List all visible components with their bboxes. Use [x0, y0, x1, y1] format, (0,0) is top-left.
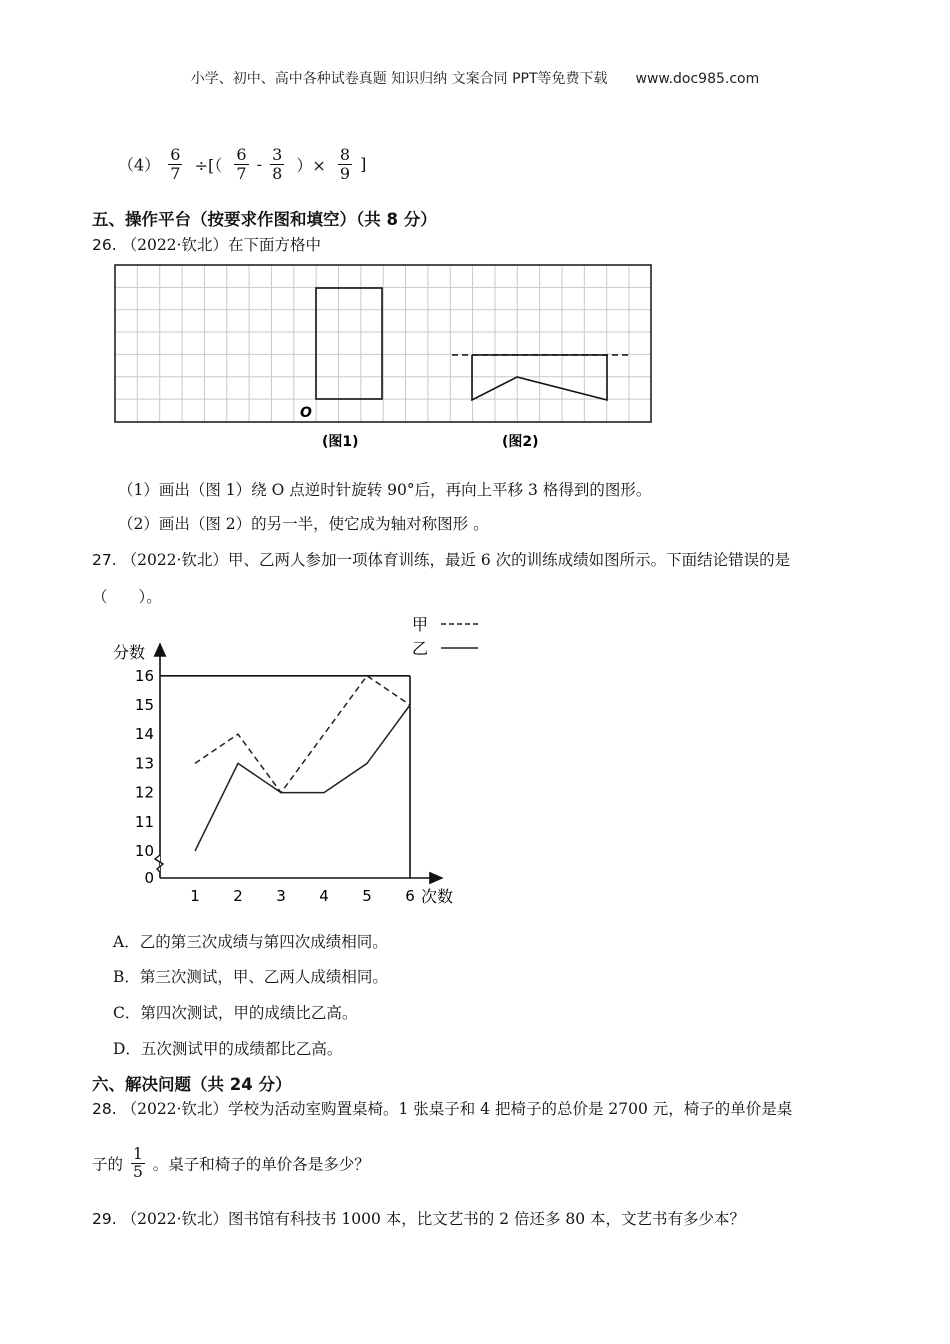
series-line-甲	[195, 676, 410, 793]
x-tick-label: 2	[233, 887, 243, 905]
option-d: D．五次测试甲的成绩都比乙高。	[113, 1040, 343, 1058]
question-text: （2022·钦北）图书馆有科技书 1000 本，比文艺书的 2 倍还多 80 本，文艺书有多少本？	[121, 1210, 746, 1228]
header-site: www.doc985.com	[635, 71, 760, 87]
y-tick-label: 14	[134, 725, 154, 744]
option-b: B．第三次测试，甲、乙两人成绩相同。	[113, 968, 388, 986]
x-axis-label: 次数	[421, 887, 454, 906]
expr-op: ）×	[296, 155, 326, 175]
question-text: 。桌子和椅子的单价各是多少？	[152, 1155, 370, 1174]
y-axis-label: 分数	[113, 643, 146, 662]
question-28	[92, 1097, 792, 1119]
y-tick-label: 12	[134, 783, 154, 802]
question-text: 子的	[92, 1155, 124, 1174]
y-tick-label: 11	[134, 812, 154, 831]
question-text: （2022·钦北）在下面方格中	[121, 236, 321, 254]
y-tick-label: 15	[134, 696, 154, 714]
legend-label: 乙	[412, 639, 429, 658]
y-tick-label: 16	[134, 666, 154, 685]
line-chart	[100, 608, 480, 914]
expr-label: （4）	[118, 155, 161, 175]
page-header	[0, 68, 950, 88]
expr-op: ÷[（	[194, 155, 223, 175]
question-number: 28.	[92, 1100, 117, 1118]
answer-paren: （ ）。	[92, 588, 162, 606]
x-tick-label: 4	[319, 887, 329, 905]
axis-break	[155, 855, 163, 872]
figure1-rectangle	[316, 288, 382, 399]
y-tick-label: 0	[144, 869, 154, 887]
header-text: 小学、初中、高中各种试卷真题 知识归纳 文案合同 PPT等免费下载	[190, 71, 608, 87]
fraction: $\frac{3}{8}$	[272, 145, 283, 183]
y-tick-label: 13	[134, 754, 154, 773]
question-number: 26.	[92, 236, 117, 254]
expression-q25-4	[118, 146, 366, 182]
question-29	[92, 1207, 745, 1229]
x-tick-label: 1	[190, 887, 200, 905]
question-number: 27.	[92, 551, 117, 569]
sub-question-2: （2）画出（图 2）的另一半，使它成为轴对称图形 。	[118, 515, 489, 533]
series-line-乙	[195, 705, 410, 851]
legend-label: 甲	[412, 615, 429, 634]
question-number: 29.	[92, 1210, 117, 1228]
section-title: 五、操作平台（按要求作图和填空）（共 8 分）	[92, 210, 437, 229]
x-tick-label: 6	[405, 887, 415, 905]
question-text: （2022·钦北）甲、乙两人参加一项体育训练，最近 6 次的训练成绩如图所示。下面结论错误的是	[121, 551, 791, 569]
origin-label: O	[300, 405, 312, 421]
y-tick-label: 10	[134, 842, 154, 860]
fig2-label: (图2)	[502, 434, 539, 450]
question-28-line2	[92, 1146, 370, 1181]
fraction: $\frac{8}{9}$	[339, 145, 351, 183]
fig1-label: (图1)	[322, 434, 359, 450]
sub-question-1: （1）画出（图 1）绕 O 点逆时针旋转 90°后，再向上平移 3 格得到的图形。	[118, 481, 652, 499]
question-27	[92, 548, 790, 570]
x-tick-label: 5	[362, 887, 372, 905]
fraction: $\frac{6}{7}$	[170, 145, 181, 183]
section-title: 六、解决问题（共 24 分）	[92, 1075, 292, 1094]
option-a: A．乙的第三次成绩与第四次成绩相同。	[113, 933, 388, 951]
grid-lines	[115, 265, 651, 422]
option-c: C．第四次测试，甲的成绩比乙高。	[113, 1004, 358, 1022]
x-tick-label: 3	[276, 887, 286, 905]
expr-op: -	[256, 154, 262, 174]
question-26	[92, 233, 321, 255]
fraction: $\frac{6}{7}$	[236, 145, 247, 183]
expr-op: ]	[360, 154, 367, 174]
grid-figure	[110, 260, 660, 456]
fraction: $\frac{1}{5}$	[132, 1145, 143, 1182]
question-text: （2022·钦北）学校为活动室购置桌椅。1 张桌子和 4 把椅子的总价是 2700 元，椅子的单价是桌	[121, 1100, 793, 1118]
